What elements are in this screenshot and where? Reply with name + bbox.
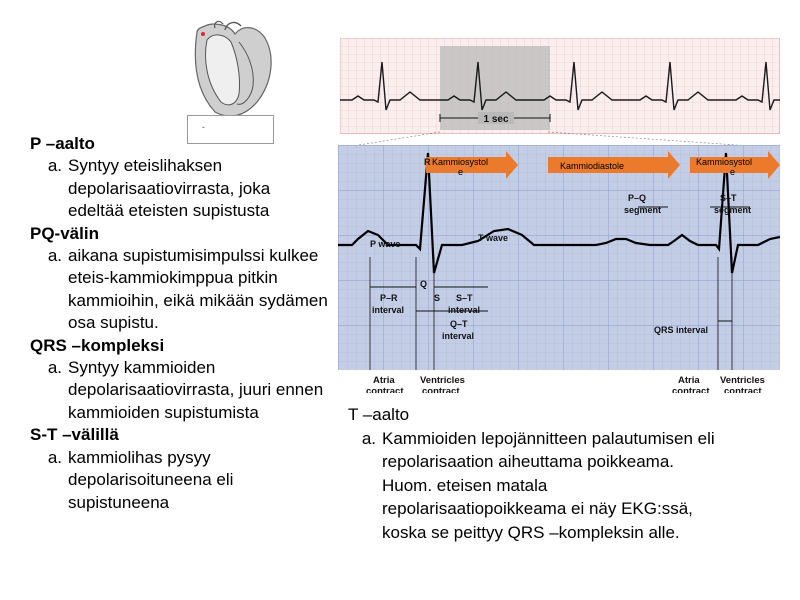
st-interval-label-a: S–T xyxy=(456,293,473,303)
ventricles-contract-2-a: Ventricles xyxy=(720,375,765,386)
qrs-item xyxy=(30,357,330,424)
arrow1-label-a: Kammiosystol xyxy=(432,157,489,167)
list-marker: a. xyxy=(47,358,62,378)
qrs-heading: QRS –kompleksi xyxy=(30,335,165,355)
heart-illustration xyxy=(185,20,280,120)
right-notes xyxy=(348,403,728,544)
p-wave-item xyxy=(30,155,330,222)
left-notes xyxy=(30,133,330,514)
st-text: kammiolihas pysyy depolarisoituneena eli supistuneena xyxy=(68,447,234,512)
list-marker: a. xyxy=(47,246,62,266)
qrs-interval-label: QRS interval xyxy=(654,325,709,335)
p-wave-text: Syntyy eteislihaksen depolarisaatiovirrasta, joka edeltää eteisten supistusta xyxy=(68,156,271,221)
pq-text: aikana supistumisimpulssi kulkee eteis-kammiokimppua pitkin kammioihin, eikä mikään sydämen osa supistu. xyxy=(68,246,328,333)
st-heading: S-T –välillä xyxy=(30,425,119,445)
qt-interval-label-b: interval xyxy=(442,331,475,341)
st-segment-label-a: S–T xyxy=(720,193,737,203)
ecg-rhythm-strip xyxy=(340,38,780,134)
arrow1-label-b: e xyxy=(458,167,464,177)
scale-label: 1 sec xyxy=(483,114,509,125)
pq-item xyxy=(30,245,330,335)
list-marker: a. xyxy=(47,156,62,176)
heart-legend-box xyxy=(187,115,274,144)
pr-interval-label-a: P–R xyxy=(380,293,398,303)
pq-segment-label-a: P–Q xyxy=(628,193,647,203)
qt-interval-label-a: Q–T xyxy=(450,319,468,329)
ventricles-contract-2-b: contract xyxy=(724,386,762,393)
atria-contract-1-a: Atria xyxy=(373,375,395,386)
pr-interval-label-b: interval xyxy=(372,305,405,315)
t-wave-desc: Kammioiden lepojännitteen palautumisen eli repolarisaation aiheuttama poikkeama. xyxy=(382,428,715,471)
atria-contract-2-a: Atria xyxy=(678,375,700,386)
heart-legend-text: - xyxy=(202,122,205,132)
pq-heading: PQ-välin xyxy=(30,223,99,243)
st-interval-label-b: interval xyxy=(448,305,481,315)
st-item xyxy=(30,447,330,514)
t-wave-item xyxy=(348,427,728,545)
list-marker: a. xyxy=(47,447,62,467)
t-wave-text xyxy=(382,427,728,545)
sa-node-marker xyxy=(201,32,205,36)
ecg-waveform-diagram xyxy=(338,145,780,393)
r-label: R xyxy=(424,157,431,167)
qrs-text: Syntyy kammioiden depolarisaatiovirrasta, juuri ennen kammioiden supistumista xyxy=(68,358,324,422)
ventricles-contract-1-b: contract xyxy=(422,386,460,393)
q-label: Q xyxy=(420,279,428,289)
st-segment-label-b: segment xyxy=(714,205,752,215)
arrow2-label: Kammiodiastole xyxy=(560,161,625,171)
s-label: S xyxy=(434,293,441,303)
ventricles-contract-1-a: Ventricles xyxy=(420,375,465,386)
p-wave-heading: P –aalto xyxy=(30,134,95,153)
arrow3-label-b: e xyxy=(730,167,736,177)
t-wave-heading: T –aalto xyxy=(348,405,410,424)
atria-contract-1-b: contract xyxy=(366,386,404,393)
atria-contract-2-b: contract xyxy=(672,386,710,393)
list-marker: a. xyxy=(361,428,376,448)
pq-segment-label-b: segment xyxy=(624,205,662,215)
t-wave-note: Huom. eteisen matala repolarisaatiopoikkeama ei näy EKG:ssä, koska se peittyy QRS –kompleksin alle. xyxy=(382,475,693,542)
arrow3-label-a: Kammiosystol xyxy=(696,157,753,167)
t-wave-label: T wave xyxy=(478,233,509,243)
p-wave-label: P wave xyxy=(370,239,401,249)
